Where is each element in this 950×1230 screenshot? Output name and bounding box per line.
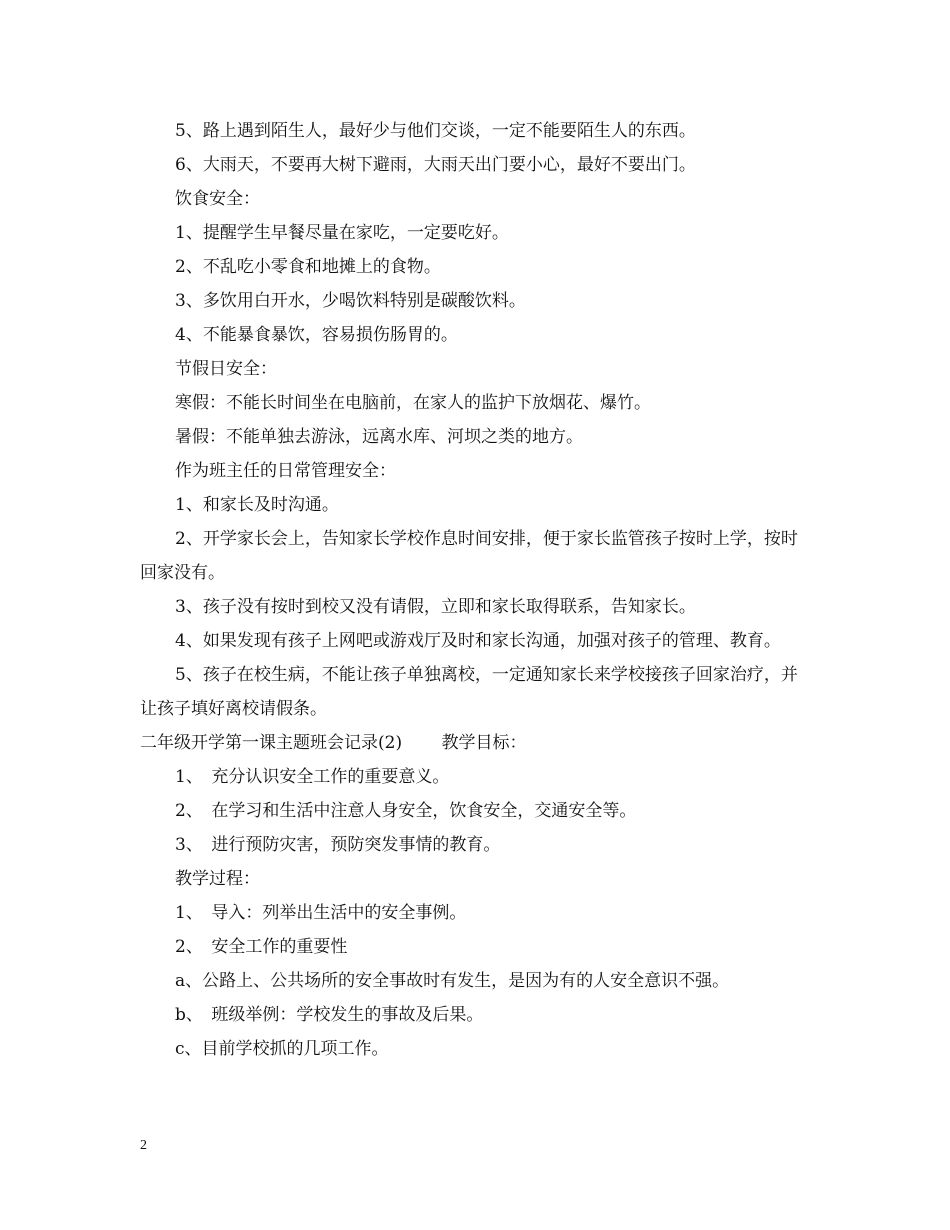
- paragraph: 1、 充分认识安全工作的重要意义。: [175, 767, 450, 787]
- paragraph: 4、不能暴食暴饮，容易损伤肠胃的。: [175, 325, 458, 345]
- paragraph: 5、路上遇到陌生人，最好少与他们交谈，一定不能要陌生人的东西。: [175, 121, 696, 141]
- paragraph: c、目前学校抓的几项工作。: [175, 1039, 389, 1059]
- paragraph: 作为班主任的日常管理安全：: [175, 461, 396, 481]
- paragraph: 3、 进行预防灾害，预防突发事情的教育。: [175, 835, 501, 855]
- paragraph: 暑假：不能单独去游泳，远离水库、河坝之类的地方。: [175, 427, 583, 447]
- paragraph: 2、 安全工作的重要性: [175, 937, 348, 957]
- paragraph: 节假日安全：: [175, 359, 277, 379]
- paragraph: 2、不乱吃小零食和地摊上的食物。: [175, 257, 441, 277]
- paragraph: 3、孩子没有按时到校又没有请假，立即和家长取得联系，告知家长。: [175, 597, 696, 617]
- document-body: [140, 114, 805, 1066]
- paragraph: 寒假：不能长时间坐在电脑前，在家人的监护下放烟花、爆竹。: [175, 393, 651, 413]
- paragraph: 1、 导入：列举出生活中的安全事例。: [175, 903, 467, 923]
- page-number: 2: [140, 1138, 147, 1153]
- paragraph: 2、 在学习和生活中注意人身安全，饮食安全，交通安全等。: [175, 801, 637, 821]
- paragraph: 6、大雨天，不要再大树下避雨，大雨天出门要小心，最好不要出门。: [175, 155, 696, 175]
- paragraph: b、 班级举例：学校发生的事故及后果。: [175, 1005, 484, 1025]
- paragraph: a、公路上、公共场所的安全事故时有发生，是因为有的人安全意识不强。: [175, 971, 730, 991]
- paragraph: 二年级开学第一课主题班会记录(2) 教学目标：: [140, 733, 527, 753]
- paragraph: 2、开学家长会上，告知家长学校作息时间安排，便于家长监管孩子按时上学，按时回家没有。: [140, 529, 798, 583]
- paragraph: 4、如果发现有孩子上网吧或游戏厅及时和家长沟通，加强对孩子的管理、教育。: [175, 631, 781, 651]
- paragraph: 5、孩子在校生病，不能让孩子单独离校，一定通知家长来学校接孩子回家治疗，并让孩子填好离校请假条。: [140, 665, 798, 719]
- paragraph: 饮食安全：: [175, 189, 260, 209]
- paragraph: 教学过程：: [175, 869, 260, 889]
- paragraph: 1、提醒学生早餐尽量在家吃，一定要吃好。: [175, 223, 509, 243]
- paragraph: 3、多饮用白开水，少喝饮料特别是碳酸饮料。: [175, 291, 526, 311]
- paragraph: 1、和家长及时沟通。: [175, 495, 339, 515]
